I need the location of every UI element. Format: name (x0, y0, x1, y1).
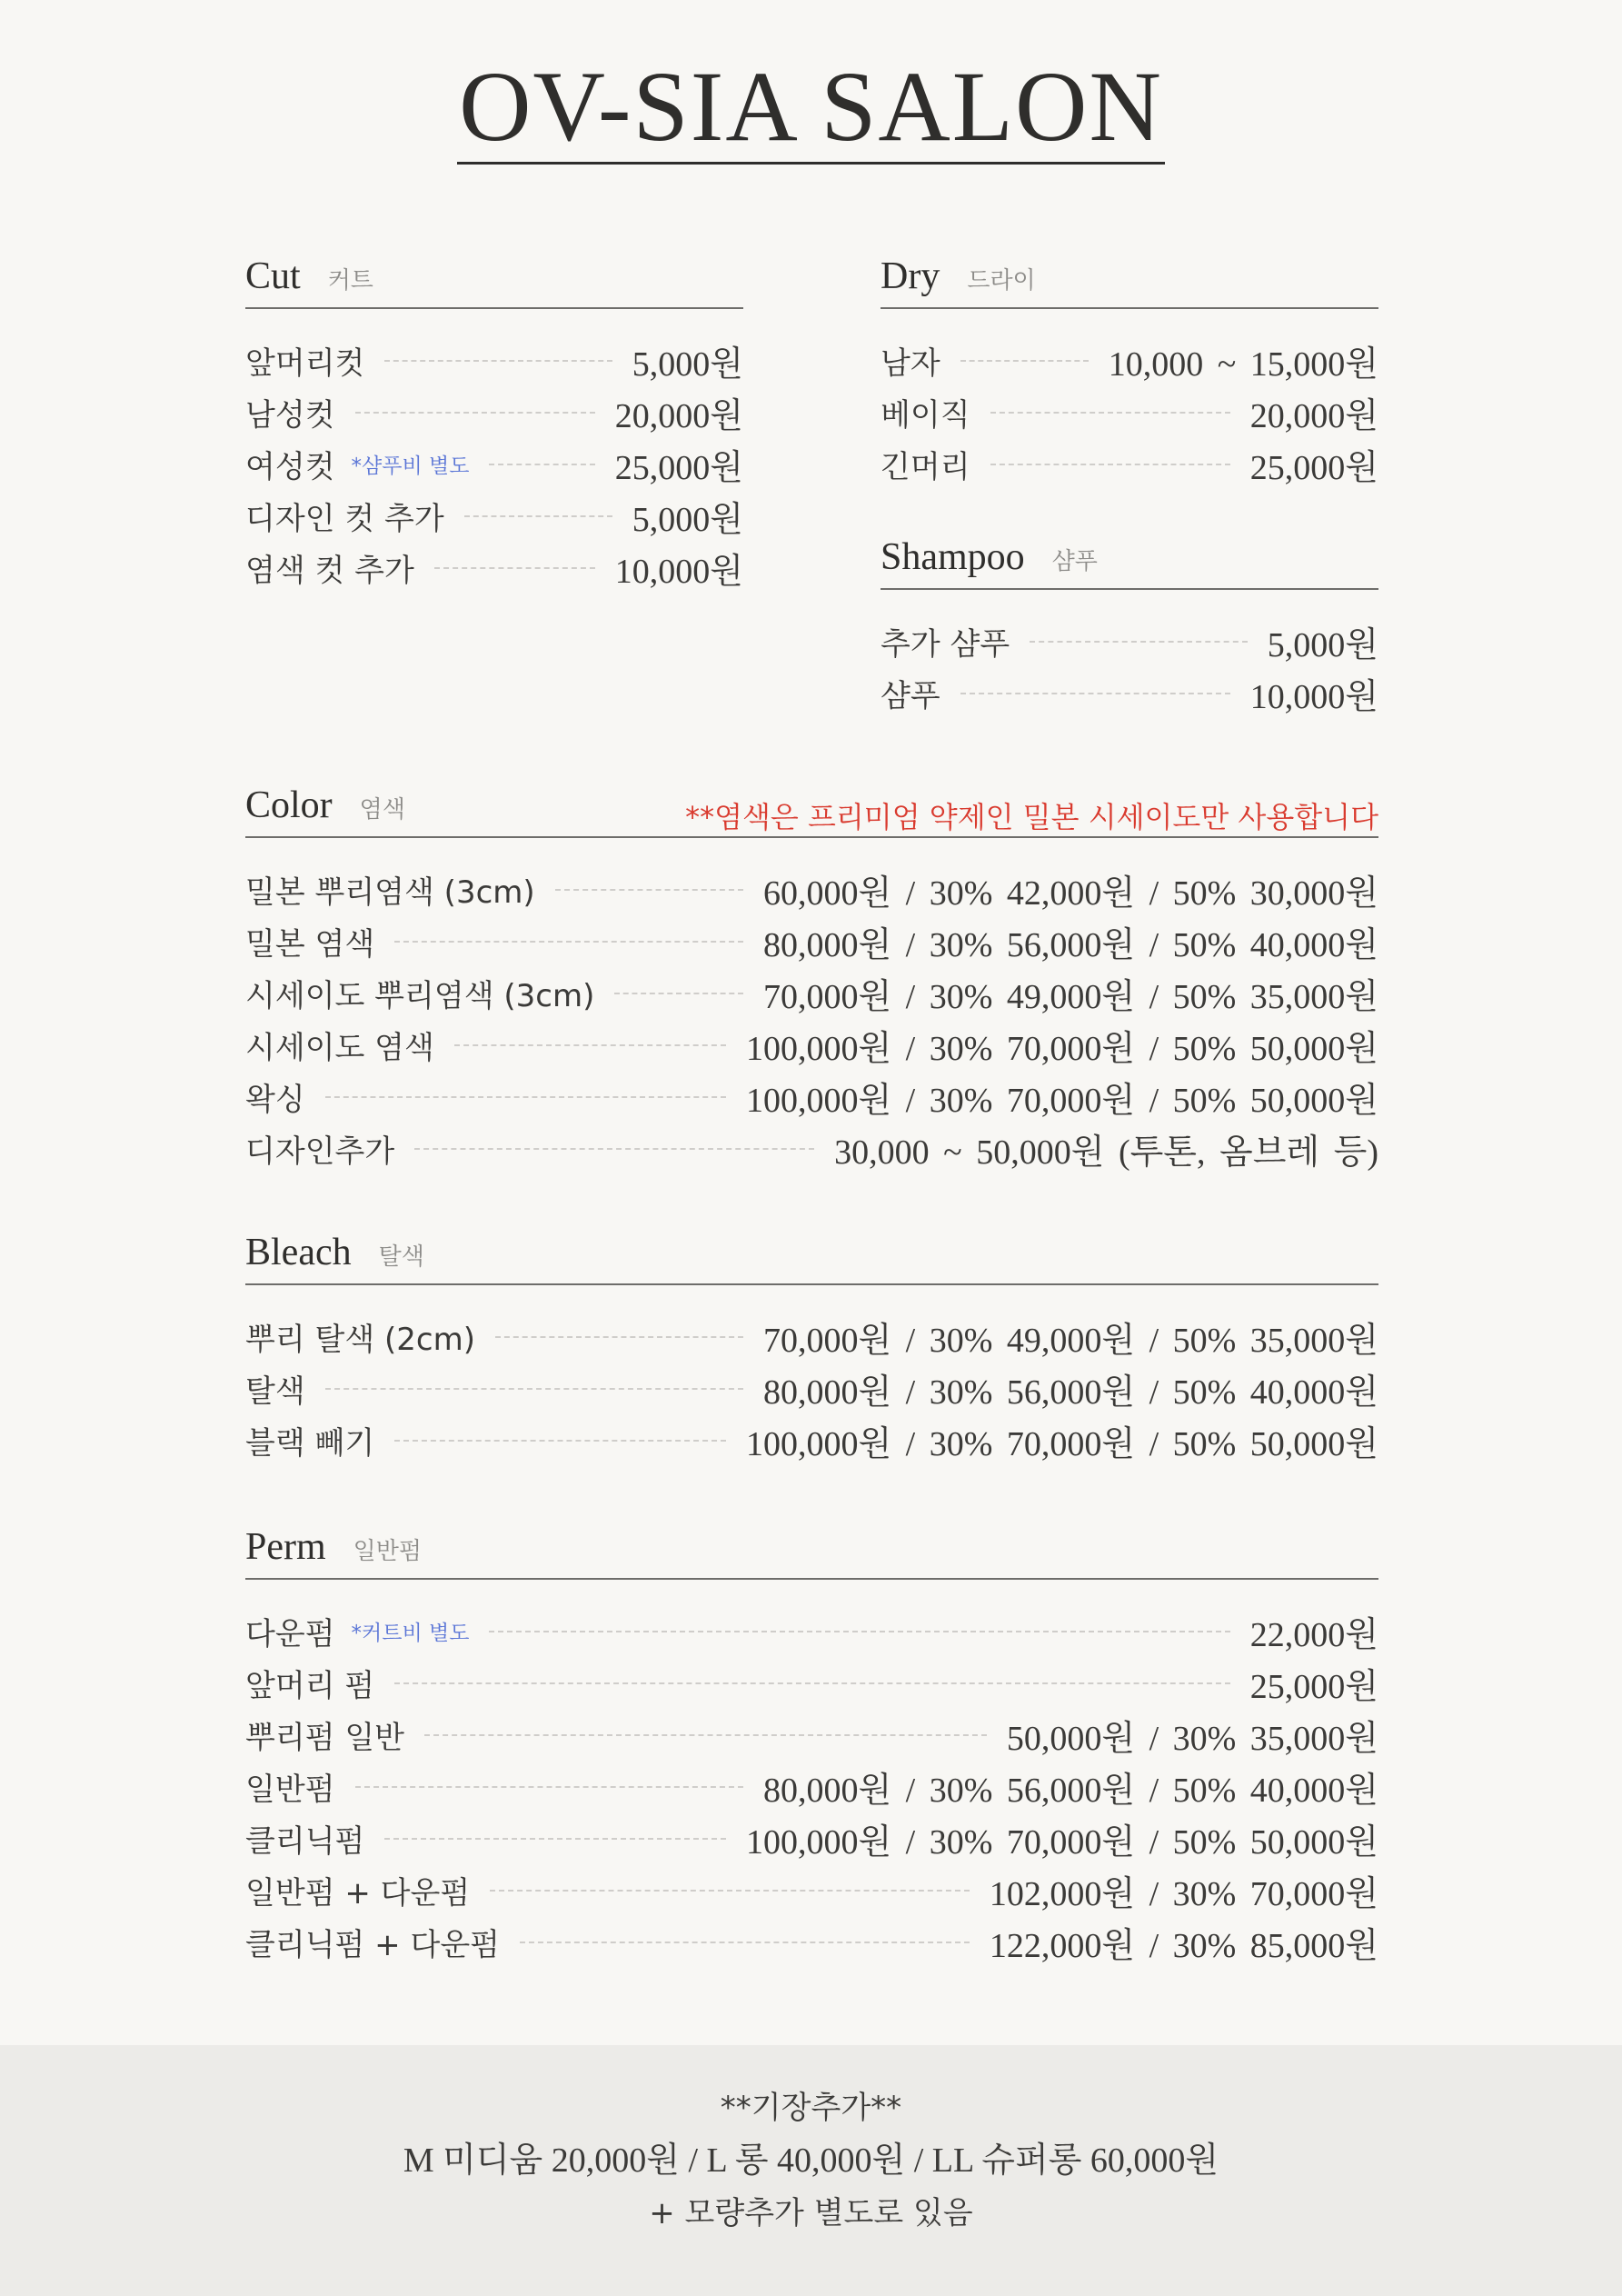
section-title-en: Dry (881, 255, 940, 297)
price-row (245, 1709, 1378, 1761)
item-name: 탈색 (245, 1373, 305, 1410)
leader-dots (434, 567, 595, 569)
leader-dots (555, 889, 743, 891)
section-header (245, 255, 743, 309)
item-price: 25,000원 (1249, 449, 1378, 487)
section-dry (881, 255, 1378, 490)
leader-dots (495, 1336, 743, 1338)
item-price: 10,000 ~ 15,000원 (1108, 345, 1378, 384)
leader-dots (394, 1440, 726, 1442)
item-name: 남성컷 (245, 397, 335, 434)
item-note: *커트비 별도 (351, 1622, 470, 1645)
section-header (245, 1525, 1378, 1580)
price-row (245, 1071, 1378, 1123)
length-surcharge-footer (0, 2045, 1622, 2296)
item-name: 일반펌 (245, 1772, 335, 1808)
price-row (245, 915, 1378, 967)
leader-dots (990, 412, 1230, 414)
item-name: 베이직 (881, 397, 970, 434)
salon-title: OV-SIA SALON (457, 55, 1165, 165)
item-price: 100,000원 / 30% 70,000원 / 50% 50,000원 (745, 1030, 1378, 1068)
section-title-ko: 일반펌 (353, 1538, 423, 1565)
item-price: 5,000원 (632, 345, 743, 384)
leader-dots (325, 1388, 743, 1390)
price-row (245, 1311, 1378, 1363)
price-row (245, 386, 743, 438)
item-price: 60,000원 / 30% 42,000원 / 50% 30,000원 (762, 874, 1378, 913)
item-name: 시세이도 염색 (245, 1030, 434, 1066)
leader-dots (454, 1044, 726, 1046)
leader-dots (394, 1682, 1230, 1684)
leader-dots (960, 693, 1230, 694)
price-row (245, 334, 743, 386)
item-name: 밀본 염색 (245, 926, 375, 963)
leader-dots (325, 1096, 726, 1098)
section-header (881, 255, 1378, 309)
item-price: 22,000원 (1249, 1616, 1378, 1654)
leader-dots (424, 1734, 987, 1736)
leader-dots (489, 1631, 1229, 1632)
footer-note: + 모량추가 별도로 있음 (649, 2195, 973, 2231)
leader-dots (520, 1942, 970, 1943)
item-price: 10,000원 (1249, 678, 1378, 716)
item-name: 왁싱 (245, 1082, 305, 1118)
price-list (245, 1605, 1378, 1968)
price-row (245, 438, 743, 490)
leader-dots (490, 1890, 970, 1892)
item-price: 80,000원 / 30% 56,000원 / 50% 40,000원 (762, 1373, 1378, 1412)
item-name: 뿌리 탈색 (2cm) (245, 1322, 475, 1358)
leader-dots (355, 1786, 743, 1788)
item-price: 20,000원 (1249, 397, 1378, 435)
price-row (245, 490, 743, 542)
item-name: 일반펌 + 다운펌 (245, 1875, 471, 1912)
section-title-en: Bleach (245, 1232, 352, 1273)
price-list (881, 615, 1378, 719)
price-list (881, 334, 1378, 490)
item-price: 80,000원 / 30% 56,000원 / 50% 40,000원 (762, 926, 1378, 964)
price-row (245, 1363, 1378, 1414)
item-name: 여성컷 (245, 449, 335, 485)
leader-dots (384, 1838, 726, 1840)
price-row (881, 615, 1378, 667)
price-row (245, 1414, 1378, 1466)
section-header (245, 784, 1378, 838)
item-name: 시세이도 뿌리염색 (3cm) (245, 978, 595, 1014)
item-name: 샴푸 (881, 678, 940, 714)
footer-length-prices: M 미디움 20,000원 / L 롱 40,000원 / LL 슈퍼롱 60,000원 (403, 2141, 1219, 2180)
footer-heading: **기장추가** (720, 2090, 902, 2126)
price-row (881, 334, 1378, 386)
price-row (881, 386, 1378, 438)
item-name: 추가 샴푸 (881, 626, 1010, 663)
item-name: 디자인추가 (245, 1133, 395, 1170)
section-cut (245, 255, 743, 594)
leader-dots (990, 464, 1230, 465)
leader-dots (489, 464, 594, 465)
price-row (245, 1123, 1378, 1174)
item-name: 염색 컷 추가 (245, 553, 414, 589)
price-row (245, 1019, 1378, 1071)
item-name: 앞머리 펌 (245, 1668, 375, 1704)
item-name: 남자 (881, 345, 940, 382)
item-price: 25,000원 (1249, 1668, 1378, 1706)
section-shampoo (881, 535, 1378, 719)
item-price: 70,000원 / 30% 49,000원 / 50% 35,000원 (762, 978, 1378, 1016)
price-row (245, 1761, 1378, 1812)
section-header (881, 535, 1378, 590)
section-title-en: Shampoo (881, 536, 1025, 578)
item-name: 클리닉펌 (245, 1823, 365, 1860)
price-row (245, 1812, 1378, 1864)
item-price: 100,000원 / 30% 70,000원 / 50% 50,000원 (745, 1823, 1378, 1862)
item-price: 50,000원 / 30% 35,000원 (1006, 1720, 1378, 1758)
item-name: 앞머리컷 (245, 345, 365, 382)
price-row (881, 438, 1378, 490)
price-list (245, 334, 743, 594)
section-bleach (245, 1231, 1378, 1466)
item-price: 80,000원 / 30% 56,000원 / 50% 40,000원 (762, 1772, 1378, 1810)
section-title-ko: 드라이 (967, 267, 1036, 294)
price-list (245, 1311, 1378, 1466)
item-price: 10,000원 (614, 553, 743, 591)
item-name: 긴머리 (881, 449, 970, 485)
section-title-en: Cut (245, 255, 301, 297)
color-notice: **염색은 프리미엄 약제인 밀본 시세이도만 사용합니다 (685, 800, 1378, 834)
leader-dots (414, 1148, 814, 1150)
section-title-ko: 샴푸 (1051, 548, 1098, 575)
item-name: 밀본 뿌리염색 (3cm) (245, 874, 535, 911)
item-price: 122,000원 / 30% 85,000원 (989, 1927, 1378, 1965)
salon-title-wrap (0, 51, 1622, 165)
section-header (245, 1231, 1378, 1285)
item-price: 100,000원 / 30% 70,000원 / 50% 50,000원 (745, 1082, 1378, 1120)
price-row (245, 967, 1378, 1019)
item-price: 5,000원 (632, 501, 743, 539)
item-name: 뿌리펌 일반 (245, 1720, 405, 1756)
section-title-en: Color (245, 784, 333, 826)
item-name: 디자인 컷 추가 (245, 501, 444, 537)
item-price: 30,000 ~ 50,000원 (투톤, 옴브레 등) (834, 1133, 1378, 1172)
leader-dots (614, 993, 743, 994)
price-row (245, 542, 743, 594)
price-list (245, 863, 1378, 1174)
section-title-en: Perm (245, 1526, 326, 1568)
leader-dots (384, 360, 612, 362)
price-row (245, 1864, 1378, 1916)
leader-dots (394, 941, 743, 943)
price-row (245, 863, 1378, 915)
section-perm (245, 1525, 1378, 1968)
price-row (881, 667, 1378, 719)
section-title-ko: 염색 (359, 796, 405, 824)
leader-dots (960, 360, 1089, 362)
section-title-ko: 탈색 (378, 1243, 424, 1271)
item-price: 5,000원 (1267, 626, 1378, 664)
leader-dots (1030, 641, 1248, 643)
item-price: 70,000원 / 30% 49,000원 / 50% 35,000원 (762, 1322, 1378, 1360)
item-name: 클리닉펌 + 다운펌 (245, 1927, 501, 1963)
section-color (245, 784, 1378, 1174)
price-row (245, 1605, 1378, 1657)
leader-dots (464, 515, 612, 517)
item-price: 25,000원 (614, 449, 743, 487)
item-name: 다운펌 (245, 1616, 335, 1652)
item-note: *샴푸비 별도 (351, 454, 470, 478)
item-price: 102,000원 / 30% 70,000원 (989, 1875, 1378, 1913)
item-price: 20,000원 (614, 397, 743, 435)
item-name: 블랙 빼기 (245, 1425, 375, 1462)
section-title-ko: 커트 (327, 267, 373, 294)
item-price: 100,000원 / 30% 70,000원 / 50% 50,000원 (745, 1425, 1378, 1463)
leader-dots (355, 412, 595, 414)
price-row (245, 1916, 1378, 1968)
price-row (245, 1657, 1378, 1709)
